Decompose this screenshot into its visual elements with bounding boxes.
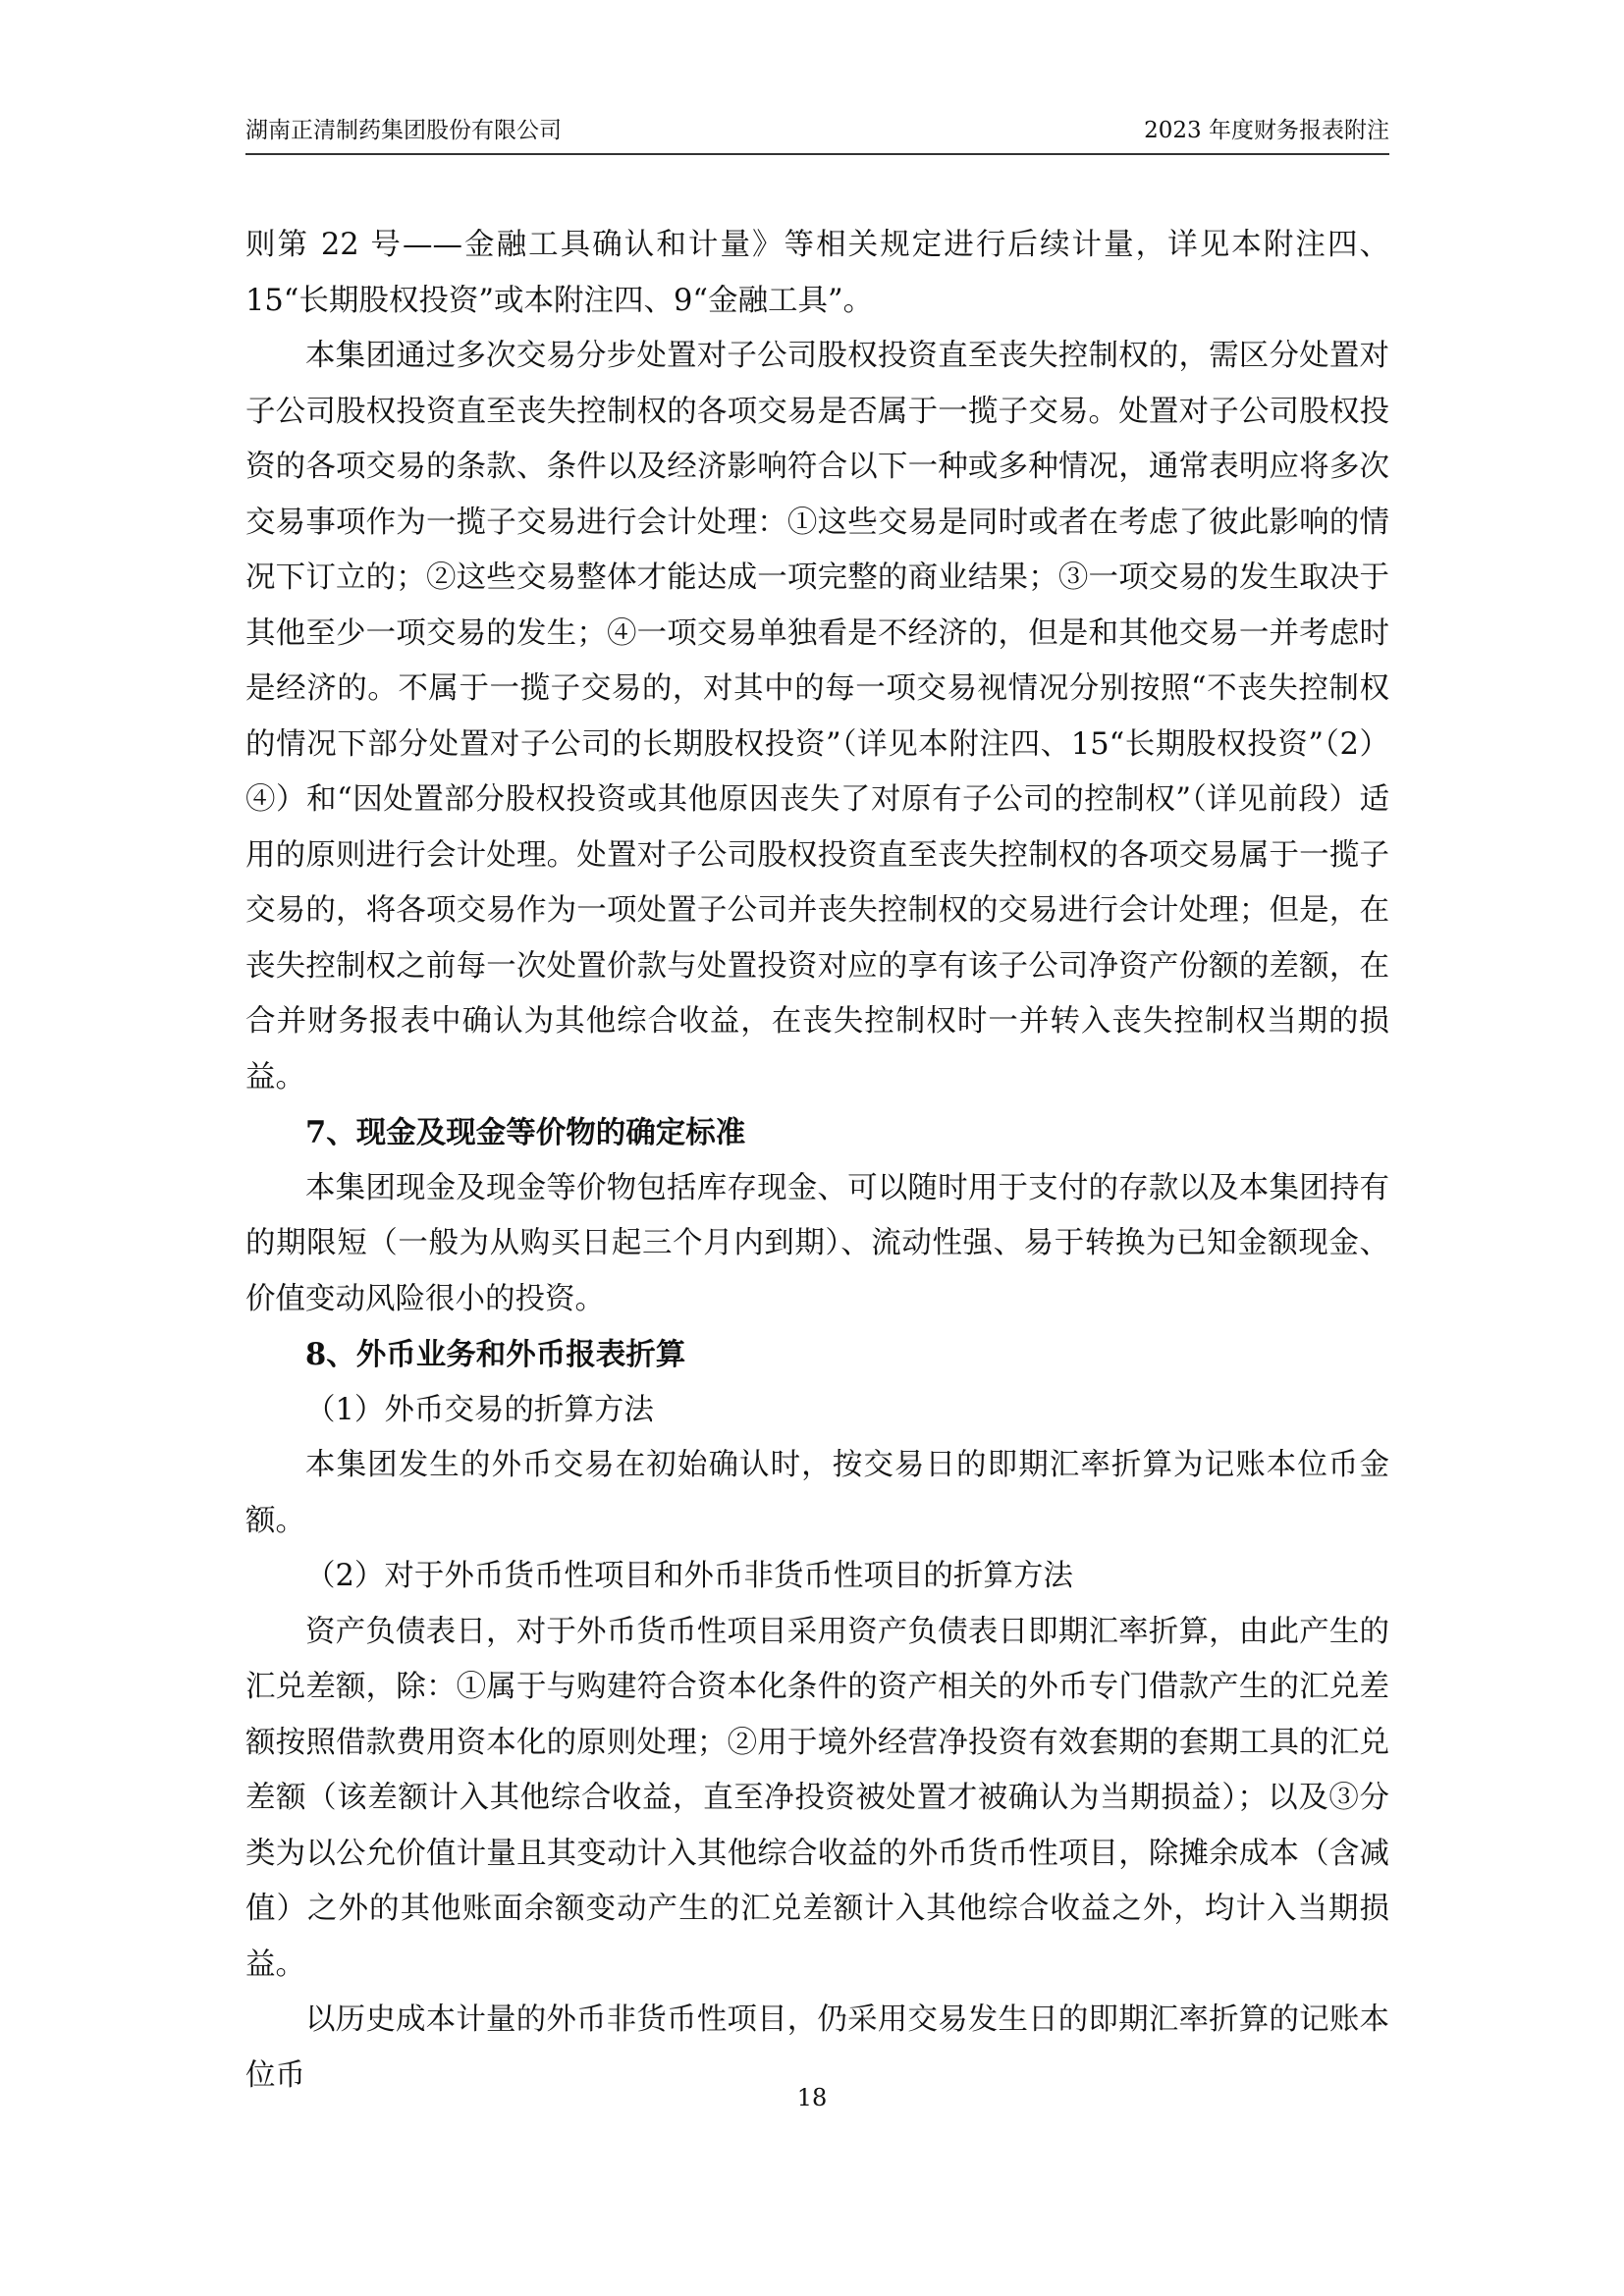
continuation-paragraph: 则第 22 号——金融工具确认和计量》等相关规定进行后续计量，详见本附注四、15“长期股权投资”或本附注四、9“金融工具”。 [245, 228, 1389, 318]
disposal-paragraph: 本集团通过多次交易分步处置对子公司股权投资直至丧失控制权的，需区分处置对子公司股权投资直至丧失控制权的各项交易是否属于一揽子交易。处置对子公司股权投资的各项交易的条款、条件以及经济影响符合以下一种或多种情况，通常表明应将多次交易事项作为一揽子交易进行会计处理：①这些交易是同时或者在考虑了彼此影响的情况下订立的；②这些交易整体才能达成一项完整的商业结果；③一项交易的发生取决于其他至少一项交易的发生；④一项交易单独看是不经济的，但是和其他交易一并考虑时是经济的。不属于一揽子交易的，对其中的每一项交易视情况分别按照“不丧失控制权的情况下部分处置对子公司的长期股权投资”（详见本附注四、15“长期股权投资”（2）④）和“因处置部分股权投资或其他原因丧失了对原有子公司的控制权”（详见前段）适用的原则进行会计处理。处置对子公司股权投资直至丧失控制权的各项交易属于一揽子交易的，将各项交易作为一项处置子公司并丧失控制权的交易进行会计处理；但是，在丧失控制权之前每一次处置价款与处置投资对应的享有该子公司净资产份额的差额，在合并财务报表中确认为其他综合收益，在丧失控制权时一并转入丧失控制权当期的损益。 [245, 339, 1389, 1095]
page-header [245, 116, 1389, 155]
header-report-title: 2023 年度财务报表附注 [1144, 118, 1389, 143]
section-8-heading: 8、外币业务和外币报表折算 [305, 1337, 686, 1372]
page-number: 18 [796, 2084, 828, 2111]
subsection-2-heading: （2）对于外币货币性项目和外币非货币性项目的折算方法 [305, 1559, 1073, 1593]
subsection-2-paragraph: 资产负债表日，对于外币货币性项目采用资产负债表日即期汇率折算，由此产生的汇兑差额，除：①属于与购建符合资本化条件的资产相关的外币专门借款产生的汇兑差额按照借款费用资本化的原则处理；②用于境外经营净投资有效套期的套期工具的汇兑差额（该差额计入其他综合收益，直至净投资被处置才被确认为当期损益）；以及③分类为以公允价值计量且其变动计入其他综合收益的外币货币性项目，除摊余成本（含减值）之外的其他账面余额变动产生的汇兑差额计入其他综合收益之外，均计入当期损益。 [245, 1614, 1389, 1982]
document-body [245, 218, 1389, 2104]
subsection-1-paragraph: 本集团发生的外币交易在初始确认时，按交易日的即期汇率折算为记账本位币金额。 [245, 1448, 1389, 1538]
subsection-1-heading: （1）外币交易的折算方法 [305, 1392, 654, 1427]
section-7-paragraph: 本集团现金及现金等价物包括库存现金、可以随时用于支付的存款以及本集团持有的期限短（一般为从购买日起三个月内到期）、流动性强、易于转换为已知金额现金、价值变动风险很小的投资。 [245, 1170, 1389, 1316]
section-7-heading: 7、现金及现金等价物的确定标准 [305, 1115, 746, 1150]
header-company-name: 湖南正清制药集团股份有限公司 [245, 118, 562, 143]
subsection-2-paragraph-continued: 以历史成本计量的外币非货币性项目，仍采用交易发生日的即期汇率折算的记账本位币 [245, 2002, 1389, 2093]
